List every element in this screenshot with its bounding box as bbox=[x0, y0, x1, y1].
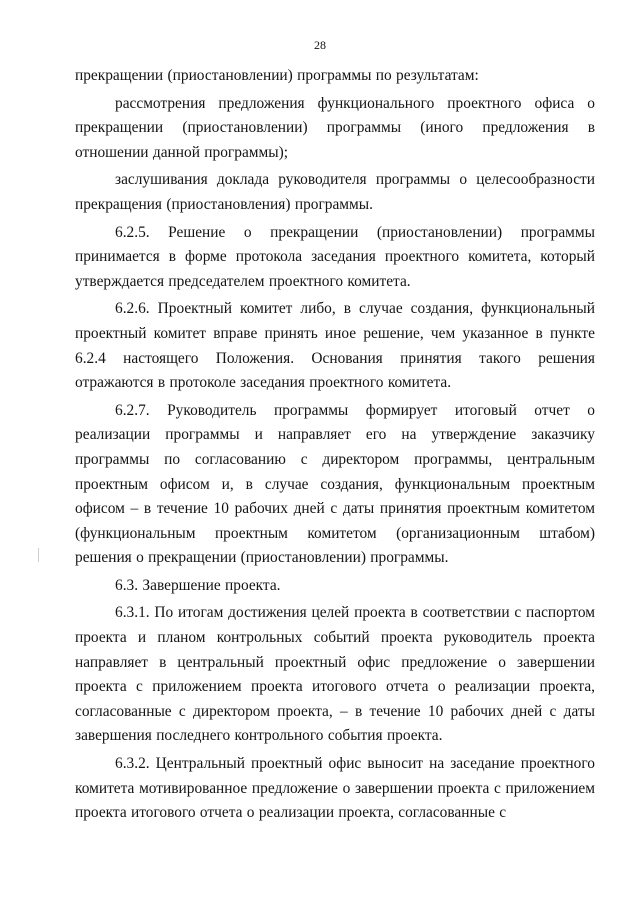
document-body bbox=[75, 64, 595, 829]
section-heading-6-3: 6.3. Завершение проекта. bbox=[115, 576, 281, 594]
paragraph-6-2-5: 6.2.5. Решение о прекращении (приостановлении) программы принимается в форме протокола заседания проектного комитета, который утверждается председателем проектного комитета. bbox=[75, 223, 595, 290]
page-number: 28 bbox=[314, 38, 326, 52]
paragraph-continuation: прекращении (приостановлении) программы по результатам: bbox=[75, 67, 479, 84]
paragraph-6-2-6: 6.2.6. Проектный комитет либо, в случае создания, функциональный проектный комитет вправе принять иное решение, чем указанное в пункте 6.2.4 настоящего Положения. Основания принятия такого решения отражаются в протоколе заседания проектного комитета. bbox=[75, 300, 595, 392]
paragraph-6-3-2: 6.3.2. Центральный проектный офис выносит на заседание проектного комитета мотивированное предложение о завершении проекта с приложением проекта итогового отчета о реализации проекта, согласованные с bbox=[75, 755, 595, 822]
margin-mark bbox=[38, 548, 39, 562]
paragraph-6-3-1: 6.3.1. По итогам достижения целей проекта в соответствии с паспортом проекта и планом контрольных событий проекта руководитель проекта направляет в центральный проектный офис предложение о завершении проекта с приложением проекта итогового отчета о реализации проекта, согласованные с директором проекта, – в течение 10 рабочих дней с даты завершения последнего контрольного события проекта. bbox=[75, 604, 595, 745]
paragraph-item-hearing-report: заслушивания доклада руководителя программы о целесообразности прекращения (приостановления) программы. bbox=[75, 171, 595, 213]
paragraph-6-2-7: 6.2.7. Руководитель программы формирует итоговый отчет о реализации программы и направляет его на утверждение заказчику программы по согласованию с директором программы, центральным проектным офисом и, в случае создания, функциональным проектным офисом – в течение 10 рабочих дней с даты принятия проектным комитетом (функциональным проектным комитетом (организационным штабом) решения о прекращении (приостановлении) программы. bbox=[75, 401, 595, 567]
paragraph-item-review-proposal: рассмотрения предложения функционального проектного офиса о прекращении (приостановлении) программы (иного предложения в отношении данной программы); bbox=[75, 94, 595, 161]
